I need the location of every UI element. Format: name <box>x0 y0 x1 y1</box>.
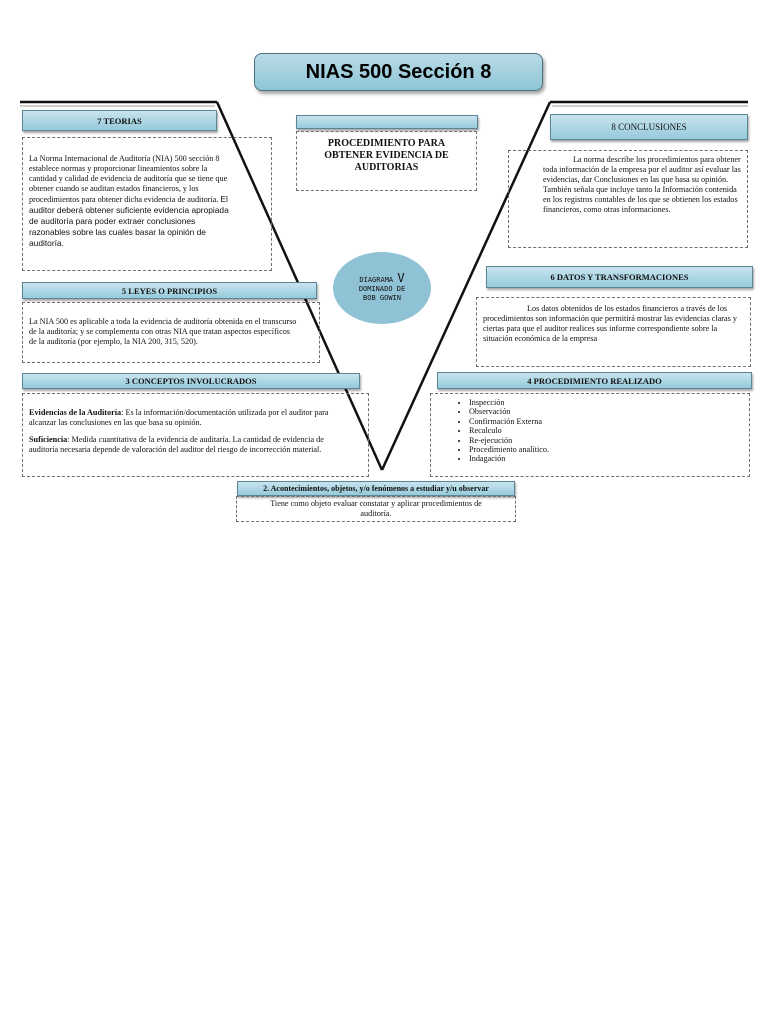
concepto-evidencias-term: Evidencias de la Auditoría <box>29 408 122 417</box>
list-item: • Recalculo <box>469 426 745 435</box>
conclusiones-text: La norma describe los procedimientos para obtener toda información de la empresa por el auditor así evaluar las evidencias, dar Conclusiones en las que basa su opinión. También señala que incluye tanto la Información contenida en los registros contables de los que se obtienen los estados financieros, como otras informaciones. <box>543 155 741 214</box>
concepto-suficiencia <box>29 435 348 455</box>
procedimiento-header: 4 PROCEDIMIENTO REALIZADO <box>437 372 752 389</box>
center-box-text: PROCEDIMIENTO PARA OBTENER EVIDENCIA DE AUDITORIAS <box>324 138 449 173</box>
acontecimientos-text: Tiene como objeto evaluar constatar y aplicar procedimientos de auditoría. <box>270 499 482 518</box>
conceptos-header: 3 CONCEPTOS INVOLUCRADOS <box>22 373 360 389</box>
concepto-evidencias-def: : Es la información/documentación utilizada por el auditor para alcanzar las conclusiones en las que basa su opinión. <box>29 408 329 427</box>
list-item: • Indagación <box>469 454 745 463</box>
list-item: • Inspección <box>469 398 745 407</box>
list-item: • Re-ejecución <box>469 436 745 445</box>
leyes-box <box>22 302 320 363</box>
acontecimientos-box <box>236 496 516 522</box>
teorias-text: La Norma Internacional de Auditoría (NIA) 500 sección 8 establece normas y proporcionar lineamientos sobre la cantidad y calidad de evidencia de auditoría que se tiene que obtener cuando se auditan estados financieros, y los procedimientos para obtener dicha evidencia de auditoría. <box>29 154 228 204</box>
circle-line3: BOB GOWIN <box>363 293 401 302</box>
list-item: • Confirmación Externa <box>469 417 745 426</box>
conclusiones-header: 8 CONCLUSIONES <box>550 114 748 140</box>
datos-header: 6 DATOS Y TRANSFORMACIONES <box>486 266 753 288</box>
procedimiento-list <box>435 398 745 464</box>
circle-line1: DIAGRAMA V <box>359 270 405 285</box>
acontecimientos-header: 2. Acontecimientos, objetos, y/o fenómenos a estudiar y/u observar <box>237 481 515 496</box>
datos-text: Los datos obtenidos de los estados financieros a través de los procedimientos son información que permitirá mostrar las evidencias claras y ciertas para que el auditor realices sus informe correspondiente sobre la situación económica de la empresa <box>483 304 737 343</box>
page-title: NIAS 500 Sección 8 <box>254 53 543 91</box>
teorias-text-emphasis: El auditor deberá obtener suficiente evidencia apropiada de auditoría para poder extraer conclusiones razonables sobre las cuales basar la opinión de auditoría. <box>29 194 229 248</box>
teorias-box <box>22 137 272 271</box>
leyes-header: 5 LEYES O PRINCIPIOS <box>22 282 317 299</box>
concepto-suficiencia-term: Suficiencia <box>29 435 68 444</box>
diagrama-v-circle <box>333 252 431 324</box>
conceptos-box <box>22 393 369 477</box>
center-box <box>296 131 477 191</box>
list-item: • Procedimiento analítico. <box>469 445 745 454</box>
center-header-bar <box>296 115 478 129</box>
procedimiento-box <box>430 393 750 477</box>
circle-big-v: V <box>397 270 405 285</box>
leyes-text: La NIA 500 es aplicable a toda la evidencia de auditoría obtenida en el transcurso de la auditoría; y se complementa con otras NIA que tratan aspectos específicos de la auditoría (por ejemplo, la NIA 200, 315, 520). <box>29 317 297 346</box>
datos-box <box>476 297 751 367</box>
concepto-suficiencia-def: : Medida cuantitativa de la evidencia de auditaría. La cantidad de evidencia de auditoría necesaria depende de valoración del auditor del riesgo de incorrección material. <box>29 435 324 454</box>
teorias-header: 7 TEORIAS <box>22 110 217 131</box>
circle-line2: DOMINADO DE <box>358 284 406 293</box>
conclusiones-box <box>508 150 748 248</box>
list-item: • Observación <box>469 407 745 416</box>
concepto-evidencias <box>29 408 348 428</box>
